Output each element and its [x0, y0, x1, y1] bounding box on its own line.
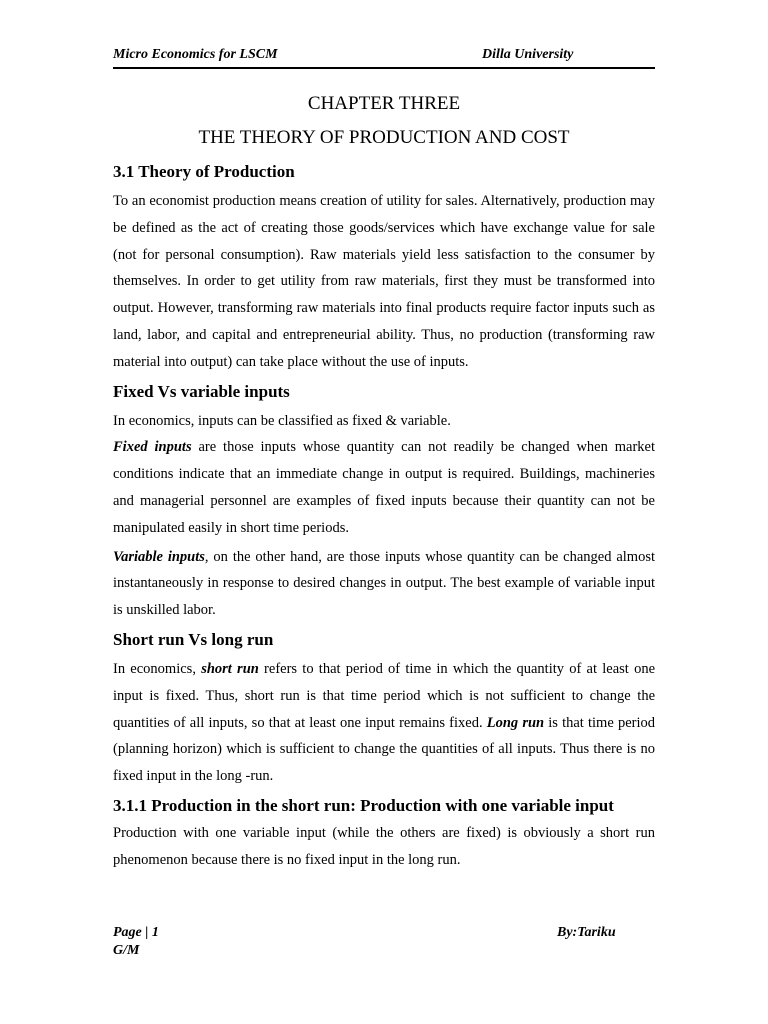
chapter-title: THE THEORY OF PRODUCTION AND COST [198, 127, 570, 148]
document-page [113, 0, 655, 1024]
section-heading-theory-of-production: 3.1 Theory of Production [113, 162, 295, 181]
fixed-inputs-definition: are those inputs whose quantity can not readily be changed when market conditions indicate that an immediate change in output is required. Buildings, machineries and managerial personnel are examples of fixed inputs because their quantity can not be manipulated easily in short time periods. [113, 439, 655, 536]
run-text-part-1: In economics, [113, 660, 202, 677]
paragraph-variable-inputs [113, 544, 655, 624]
variable-inputs-definition: , on the other hand, are those inputs whose quantity can be changed almost instantaneously in response to desired changes in output. The best example of variable input is unskilled labor. [113, 548, 655, 619]
paragraph-inputs-intro: In economics, inputs can be classified as fixed & variable. [113, 412, 451, 429]
document-body [113, 158, 655, 874]
paragraph-production-definition: To an economist production means creation of utility for sales. Alternatively, production may be defined as the act of creating those goods/services which have exchange value for sale (not for personal consumption). Raw materials yield less satisfaction to the consumer by themselves. In order to get utility from raw materials, first they must be transformed into output. However, transforming raw materials into final products require factor inputs such as land, labor, and capital and entrepreneurial ability. Thus, no production (transforming raw material into output) can take place without the use of inputs. [113, 193, 655, 370]
paragraph-fixed-inputs [113, 434, 655, 541]
term-short-run: short run [201, 660, 259, 677]
footer-page-suffix: G/M [113, 943, 140, 958]
term-long-run: Long run [486, 714, 545, 731]
term-fixed-inputs: Fixed inputs [113, 439, 192, 456]
section-heading-production-short-run: 3.1.1 Production in the short run: Production with one variable input [113, 795, 614, 815]
paragraph-one-variable-input: Production with one variable input (while the others are fixed) is obviously a short run phenomenon because there is no fixed input in the long run. [113, 824, 655, 868]
chapter-number: CHAPTER THREE [307, 93, 461, 114]
run-text-part-3: is that time period (planning horizon) which is sufficient to change the quantities of all inputs. Thus there is no fixed input in the long -run. [113, 714, 655, 785]
header-university: Dilla University [482, 47, 574, 62]
footer-author: By:Tariku [557, 925, 616, 940]
run-text-part-2: refers to that period of time in which the quantity of at least one input is fixed. Thus, short run is that time period which is not sufficient to change the quantities of all inputs, so that at least one input remains fixed. [113, 660, 655, 731]
section-heading-short-vs-long-run: Short run Vs long run [113, 629, 274, 649]
footer-page-number: Page | 1 [113, 925, 159, 940]
paragraph-short-long-run [113, 656, 655, 790]
running-header [113, 47, 655, 69]
header-course-title: Micro Economics for LSCM [113, 47, 278, 62]
section-heading-fixed-vs-variable: Fixed Vs variable inputs [113, 381, 290, 401]
term-variable-inputs: Variable inputs [113, 548, 205, 565]
